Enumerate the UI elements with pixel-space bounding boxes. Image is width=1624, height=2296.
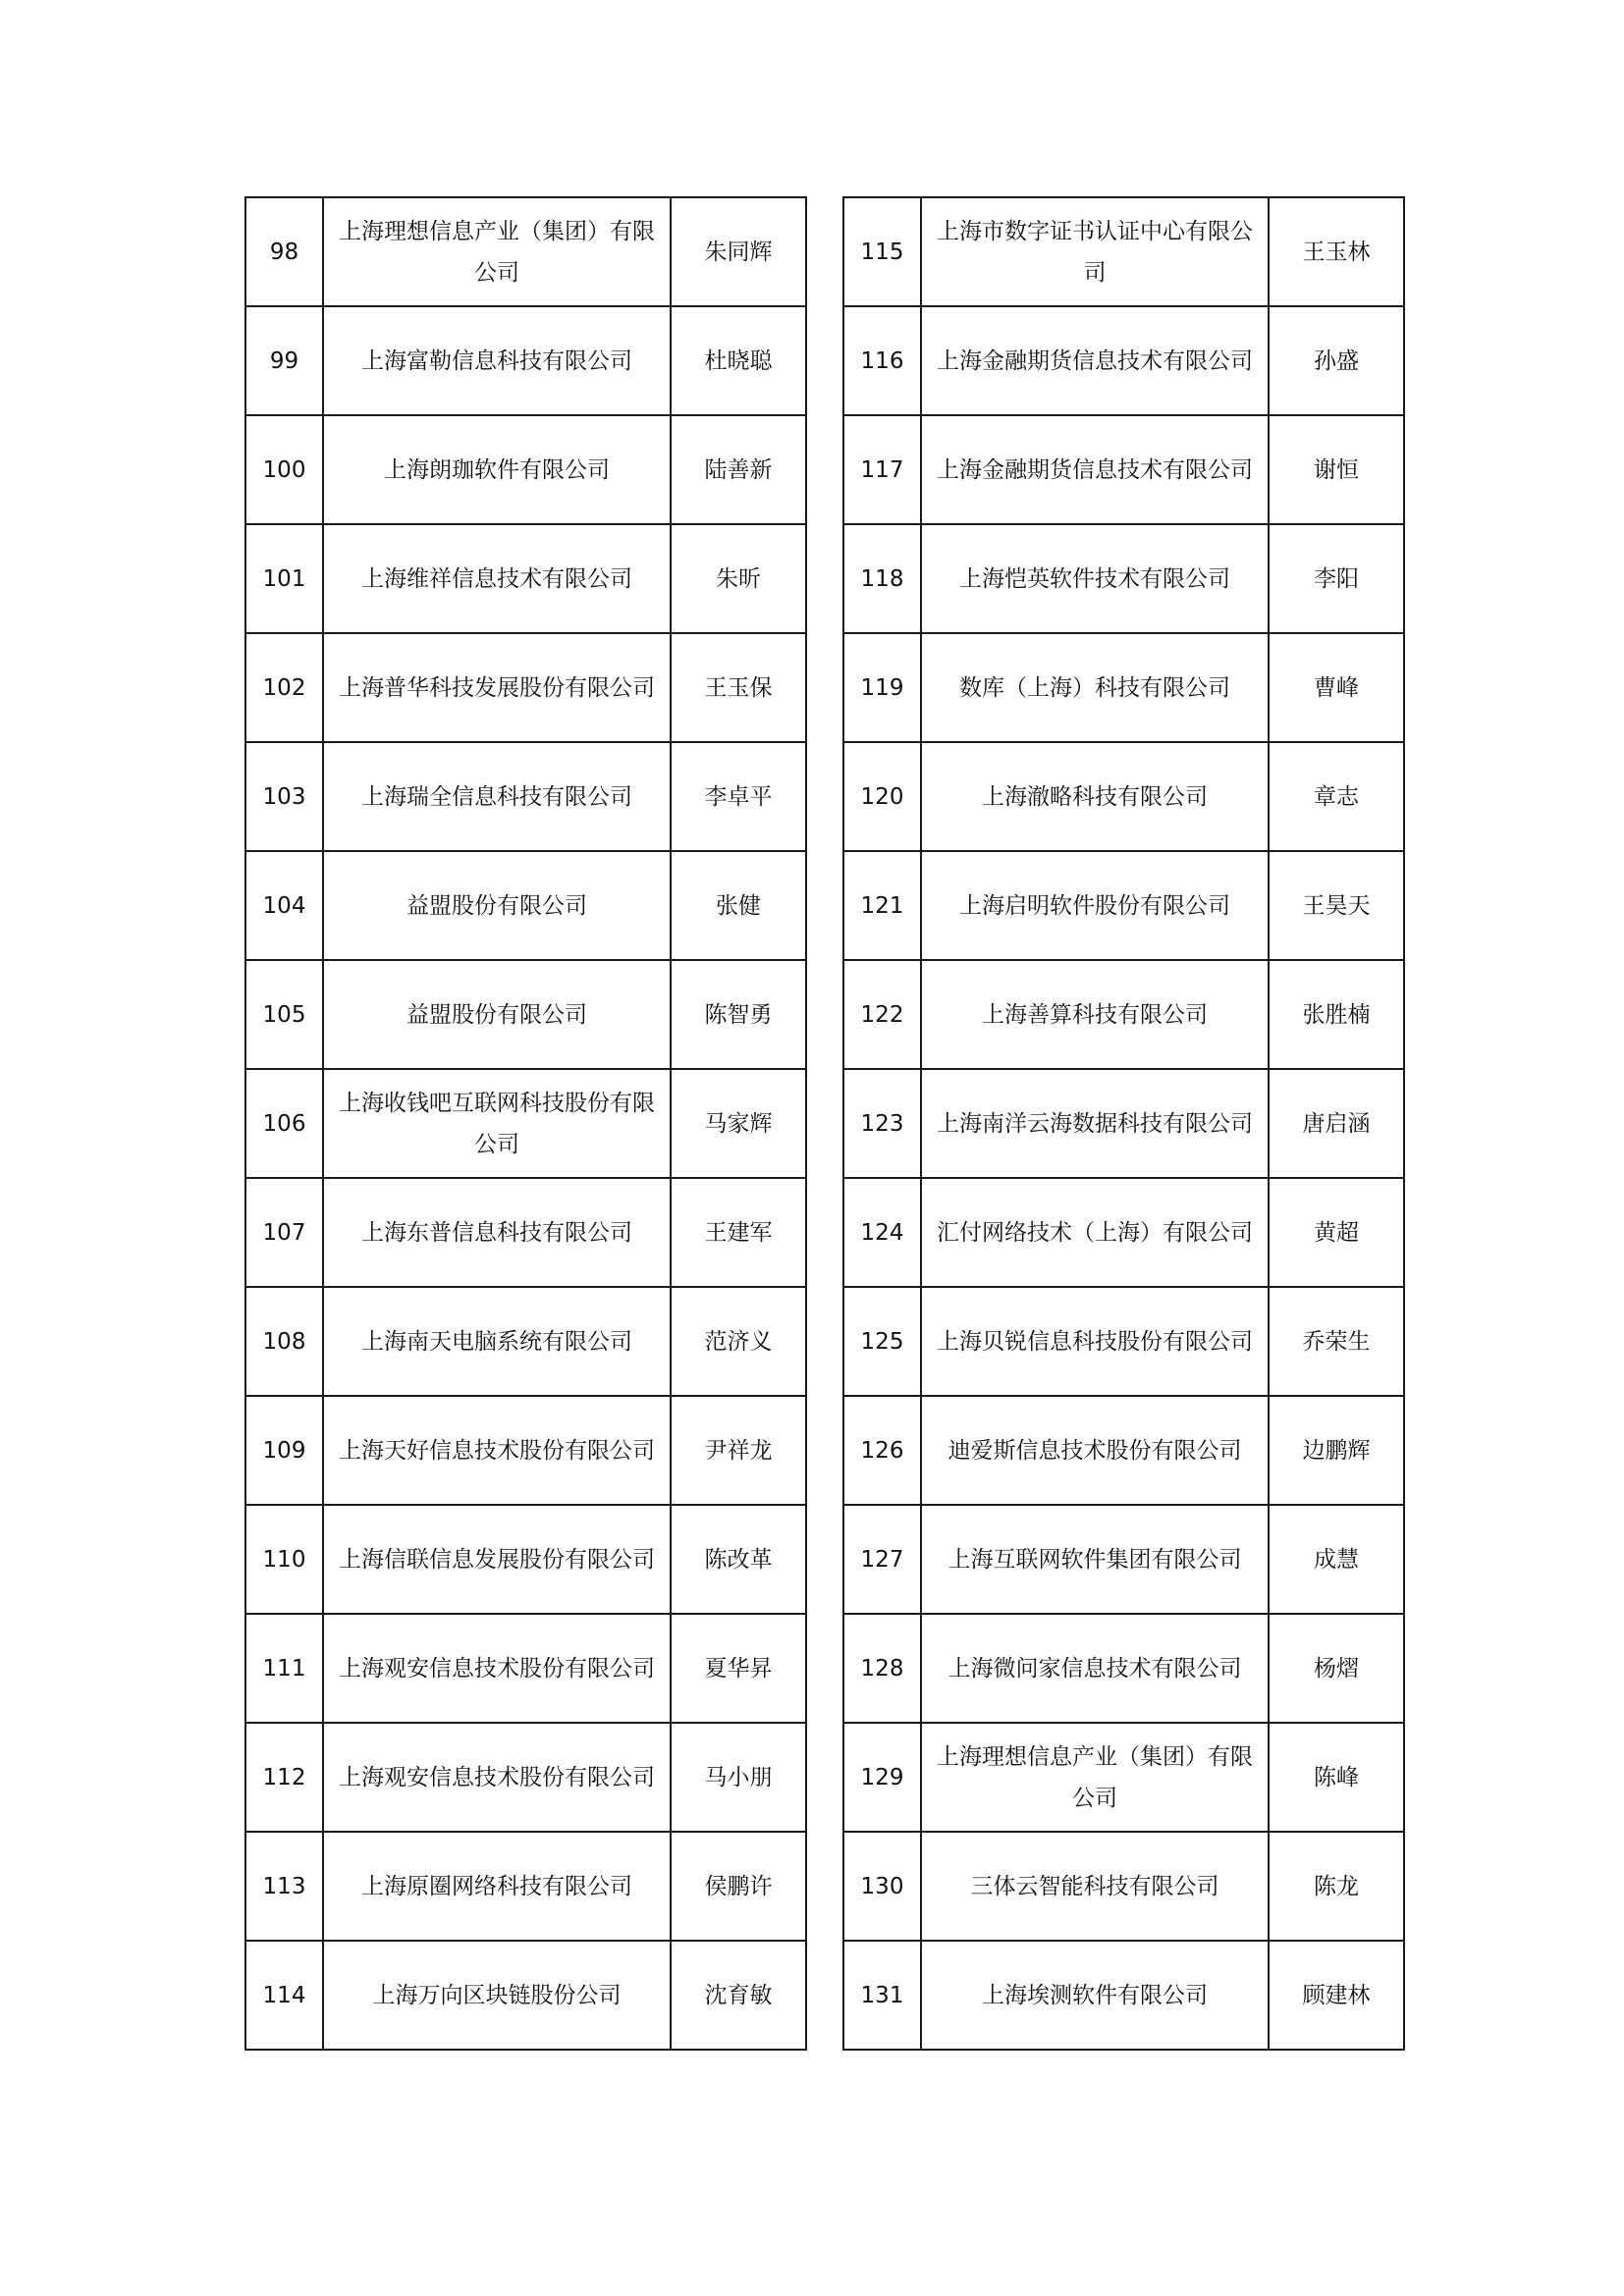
person-name-cell: 张胜楠: [1269, 960, 1404, 1069]
person-name-cell: 谢恒: [1269, 415, 1404, 524]
person-name-cell: 乔荣生: [1269, 1287, 1404, 1396]
table-row: [245, 1723, 806, 1832]
table-row: [843, 1396, 1404, 1505]
organization-cell: 上海观安信息技术股份有限公司: [323, 1723, 671, 1832]
row-number-cell: 98: [245, 197, 323, 306]
organization-cell: 益盟股份有限公司: [323, 960, 671, 1069]
organization-cell: 迪爱斯信息技术股份有限公司: [921, 1396, 1269, 1505]
row-number-cell: 109: [245, 1396, 323, 1505]
person-name-cell: 尹祥龙: [671, 1396, 806, 1505]
row-number-cell: 113: [245, 1832, 323, 1941]
organization-cell: 上海富勒信息科技有限公司: [323, 306, 671, 415]
person-name-cell: 边鹏辉: [1269, 1396, 1404, 1505]
organization-cell: 三体云智能科技有限公司: [921, 1832, 1269, 1941]
table-row: [843, 851, 1404, 960]
person-name-cell: 成慧: [1269, 1505, 1404, 1614]
row-number-cell: 118: [843, 524, 921, 633]
row-number-cell: 100: [245, 415, 323, 524]
row-number-cell: 107: [245, 1178, 323, 1287]
person-name-cell: 夏华昇: [671, 1614, 806, 1723]
table-row: [245, 197, 806, 306]
table-row: [245, 1287, 806, 1396]
table-row: [245, 1832, 806, 1941]
row-number-cell: 121: [843, 851, 921, 960]
organization-cell: 上海观安信息技术股份有限公司: [323, 1614, 671, 1723]
organization-cell: 上海微问家信息技术有限公司: [921, 1614, 1269, 1723]
row-number-cell: 131: [843, 1941, 921, 2050]
person-name-cell: 杜晓聪: [671, 306, 806, 415]
row-number-cell: 101: [245, 524, 323, 633]
organization-cell: 上海信联信息发展股份有限公司: [323, 1505, 671, 1614]
row-number-cell: 115: [843, 197, 921, 306]
row-number-cell: 111: [245, 1614, 323, 1723]
organization-cell: 上海澈略科技有限公司: [921, 742, 1269, 851]
row-number-cell: 112: [245, 1723, 323, 1832]
person-name-cell: 王昊天: [1269, 851, 1404, 960]
row-number-cell: 114: [245, 1941, 323, 2050]
row-number-cell: 110: [245, 1505, 323, 1614]
table-row: [245, 415, 806, 524]
organization-cell: 上海维祥信息技术有限公司: [323, 524, 671, 633]
organization-cell: 上海启明软件股份有限公司: [921, 851, 1269, 960]
person-name-cell: 李卓平: [671, 742, 806, 851]
organization-cell: 上海市数字证书认证中心有限公司: [921, 197, 1269, 306]
person-name-cell: 朱昕: [671, 524, 806, 633]
table-row: [843, 742, 1404, 851]
row-number-cell: 125: [843, 1287, 921, 1396]
row-number-cell: 129: [843, 1723, 921, 1832]
row-number-cell: 104: [245, 851, 323, 960]
person-name-cell: 孙盛: [1269, 306, 1404, 415]
table-row: [245, 1614, 806, 1723]
person-name-cell: 陈智勇: [671, 960, 806, 1069]
table-row: [843, 197, 1404, 306]
table-row: [843, 1832, 1404, 1941]
table-row: [843, 524, 1404, 633]
row-number-cell: 99: [245, 306, 323, 415]
table-row: [245, 1396, 806, 1505]
person-name-cell: 王玉林: [1269, 197, 1404, 306]
person-name-cell: 顾建林: [1269, 1941, 1404, 2050]
table-row: [843, 1723, 1404, 1832]
organization-cell: 上海理想信息产业（集团）有限公司: [921, 1723, 1269, 1832]
organization-cell: 汇付网络技术（上海）有限公司: [921, 1178, 1269, 1287]
table-row: [843, 306, 1404, 415]
row-number-cell: 130: [843, 1832, 921, 1941]
person-name-cell: 马家辉: [671, 1069, 806, 1178]
organization-cell: 上海收钱吧互联网科技股份有限公司: [323, 1069, 671, 1178]
table-row: [245, 524, 806, 633]
row-number-cell: 128: [843, 1614, 921, 1723]
row-number-cell: 127: [843, 1505, 921, 1614]
roster-table-left: [244, 196, 807, 2051]
row-number-cell: 123: [843, 1069, 921, 1178]
organization-cell: 上海金融期货信息技术有限公司: [921, 306, 1269, 415]
table-row: [843, 633, 1404, 742]
organization-cell: 益盟股份有限公司: [323, 851, 671, 960]
organization-cell: 上海理想信息产业（集团）有限公司: [323, 197, 671, 306]
person-name-cell: 王建军: [671, 1178, 806, 1287]
person-name-cell: 陈峰: [1269, 1723, 1404, 1832]
table-row: [245, 1178, 806, 1287]
person-name-cell: 章志: [1269, 742, 1404, 851]
organization-cell: 上海原圈网络科技有限公司: [323, 1832, 671, 1941]
table-row: [245, 306, 806, 415]
person-name-cell: 黄超: [1269, 1178, 1404, 1287]
person-name-cell: 张健: [671, 851, 806, 960]
person-name-cell: 陈改革: [671, 1505, 806, 1614]
organization-cell: 上海南洋云海数据科技有限公司: [921, 1069, 1269, 1178]
person-name-cell: 沈育敏: [671, 1941, 806, 2050]
organization-cell: 上海南天电脑系统有限公司: [323, 1287, 671, 1396]
organization-cell: 上海朗珈软件有限公司: [323, 415, 671, 524]
organization-cell: 上海金融期货信息技术有限公司: [921, 415, 1269, 524]
person-name-cell: 陈龙: [1269, 1832, 1404, 1941]
table-row: [843, 960, 1404, 1069]
person-name-cell: 杨熠: [1269, 1614, 1404, 1723]
table-row: [245, 1941, 806, 2050]
table-row: [245, 1505, 806, 1614]
organization-cell: 上海贝锐信息科技股份有限公司: [921, 1287, 1269, 1396]
table-row: [843, 1178, 1404, 1287]
person-name-cell: 侯鹏许: [671, 1832, 806, 1941]
table-row: [843, 1287, 1404, 1396]
organization-cell: 上海互联网软件集团有限公司: [921, 1505, 1269, 1614]
row-number-cell: 106: [245, 1069, 323, 1178]
row-number-cell: 119: [843, 633, 921, 742]
row-number-cell: 120: [843, 742, 921, 851]
person-name-cell: 陆善新: [671, 415, 806, 524]
person-name-cell: 唐启涵: [1269, 1069, 1404, 1178]
roster-table-right: [842, 196, 1405, 2051]
row-number-cell: 102: [245, 633, 323, 742]
table-row: [843, 1069, 1404, 1178]
organization-cell: 上海恺英软件技术有限公司: [921, 524, 1269, 633]
table-row: [245, 633, 806, 742]
person-name-cell: 李阳: [1269, 524, 1404, 633]
organization-cell: 上海万向区块链股份公司: [323, 1941, 671, 2050]
table-row: [245, 851, 806, 960]
row-number-cell: 126: [843, 1396, 921, 1505]
row-number-cell: 116: [843, 306, 921, 415]
organization-cell: 上海埃测软件有限公司: [921, 1941, 1269, 2050]
row-number-cell: 108: [245, 1287, 323, 1396]
organization-cell: 上海普华科技发展股份有限公司: [323, 633, 671, 742]
person-name-cell: 曹峰: [1269, 633, 1404, 742]
person-name-cell: 朱同辉: [671, 197, 806, 306]
organization-cell: 上海善算科技有限公司: [921, 960, 1269, 1069]
person-name-cell: 王玉保: [671, 633, 806, 742]
row-number-cell: 105: [245, 960, 323, 1069]
organization-cell: 上海东普信息科技有限公司: [323, 1178, 671, 1287]
organization-cell: 数库（上海）科技有限公司: [921, 633, 1269, 742]
organization-cell: 上海天好信息技术股份有限公司: [323, 1396, 671, 1505]
row-number-cell: 122: [843, 960, 921, 1069]
table-row: [843, 415, 1404, 524]
person-name-cell: 马小朋: [671, 1723, 806, 1832]
table-row: [245, 1069, 806, 1178]
table-row: [843, 1505, 1404, 1614]
row-number-cell: 103: [245, 742, 323, 851]
row-number-cell: 117: [843, 415, 921, 524]
table-row: [843, 1941, 1404, 2050]
table-row: [245, 960, 806, 1069]
row-number-cell: 124: [843, 1178, 921, 1287]
person-name-cell: 范济义: [671, 1287, 806, 1396]
organization-cell: 上海瑞全信息科技有限公司: [323, 742, 671, 851]
table-row: [245, 742, 806, 851]
table-row: [843, 1614, 1404, 1723]
